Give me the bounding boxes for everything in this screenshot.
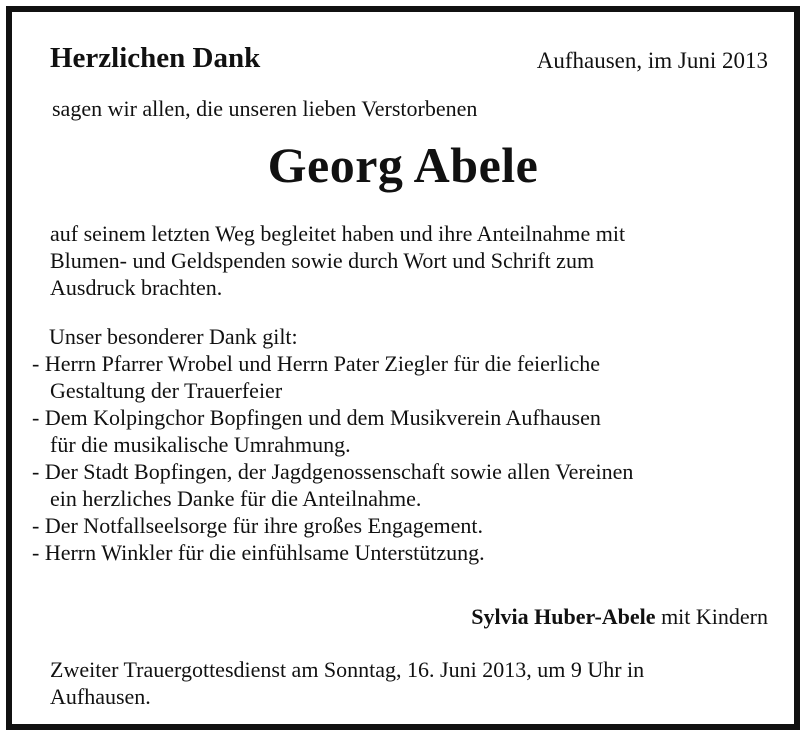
thanks-item-continued: Gestaltung der Trauerfeier xyxy=(50,378,283,403)
deceased-name: Georg Abele xyxy=(267,137,539,193)
special-thanks-heading: Unser besonderer Dank gilt: xyxy=(49,324,298,349)
paragraph-line: auf seinem letzten Weg begleitet haben und ihre Anteilnahme mit xyxy=(50,221,626,246)
thanks-item-continued: für die musikalische Umrahmung. xyxy=(50,432,351,457)
notice-date: Aufhausen, im Juni 2013 xyxy=(536,48,768,73)
notice-title: Herzlichen Dank xyxy=(50,42,261,74)
obituary-notice xyxy=(6,6,800,730)
thanks-item: - Der Stadt Bopfingen, der Jagdgenossenschaft sowie allen Vereinen xyxy=(32,459,634,484)
service-line: Zweiter Trauergottesdienst am Sonntag, 16. Juni 2013, um 9 Uhr in xyxy=(50,657,645,682)
paragraph-line: Ausdruck brachten. xyxy=(50,275,223,300)
signature xyxy=(471,604,768,630)
thanks-item: - Der Notfallseelsorge für ihre großes Engagement. xyxy=(32,513,484,538)
thanks-paragraph xyxy=(50,220,770,301)
intro-text: sagen wir allen, die unseren lieben Verstorbenen xyxy=(52,96,478,121)
thanks-item: - Herrn Winkler für die einfühlsame Unterstützung. xyxy=(32,540,485,565)
service-announcement xyxy=(50,656,644,710)
special-thanks-list xyxy=(32,350,633,566)
signature-suffix: mit Kindern xyxy=(655,604,768,629)
signature-name: Sylvia Huber-Abele xyxy=(471,604,656,629)
thanks-item: - Dem Kolpingchor Bopfingen und dem Musikverein Aufhausen xyxy=(32,405,601,430)
thanks-item-continued: ein herzliches Danke für die Anteilnahme. xyxy=(50,486,422,511)
paragraph-line: Blumen- und Geldspenden sowie durch Wort und Schrift zum xyxy=(50,248,595,273)
service-line: Aufhausen. xyxy=(50,684,151,709)
thanks-item: - Herrn Pfarrer Wrobel und Herrn Pater Ziegler für die feierliche xyxy=(32,351,600,376)
